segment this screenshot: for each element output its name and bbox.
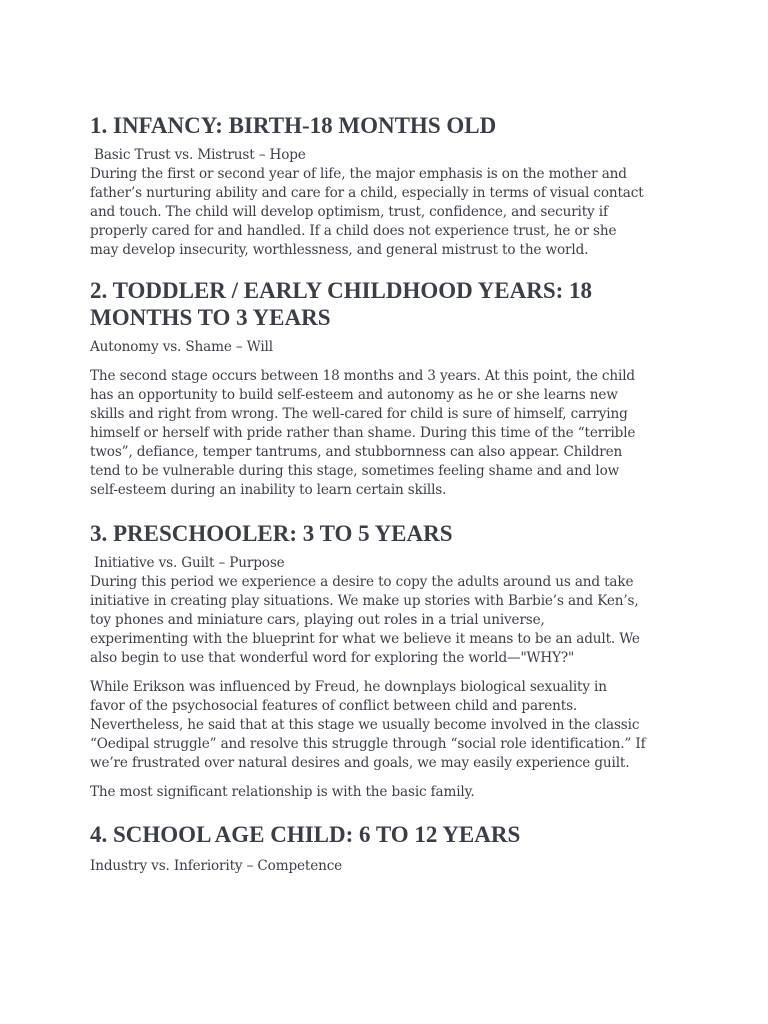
- text-line: himself or herself with pride rather than shame. During this time of the “terrible: [90, 425, 636, 441]
- text-line: twos”, defiance, temper tantrums, and stubbornness can also appear. Children: [90, 444, 623, 460]
- text-line: The most significant relationship is with the basic family.: [90, 784, 475, 800]
- text-line: initiative in creating play situations. We make up stories with Barbie’s and Ken’s,: [90, 593, 639, 609]
- heading-line: MONTHS TO 3 YEARS: [90, 305, 331, 330]
- section-subtitle-infancy: Basic Trust vs. Mistrust – Hope: [94, 147, 306, 163]
- text-line: tend to be vulnerable during this stage, sometimes feeling shame and and low: [90, 463, 620, 479]
- heading-line: 2. TODDLER / EARLY CHILDHOOD YEARS: 18: [90, 278, 593, 303]
- section-heading-school-age: 4. SCHOOL AGE CHILD: 6 TO 12 YEARS: [90, 822, 521, 847]
- section-heading-infancy: 1. INFANCY: BIRTH-18 MONTHS OLD: [90, 113, 497, 138]
- text-line: self-esteem during an inability to learn certain skills.: [90, 482, 447, 498]
- paragraph-preschooler-1: [90, 573, 690, 668]
- text-line: and touch. The child will develop optimism, trust, confidence, and security if: [90, 204, 608, 220]
- section-subtitle-school-age: Industry vs. Inferiority – Competence: [90, 858, 343, 874]
- text-line: properly cared for and handled. If a child does not experience trust, he or she: [90, 223, 617, 239]
- text-line: we’re frustrated over natural desires and goals, we may easily experience guilt.: [90, 755, 630, 771]
- text-line: favor of the psychosocial features of conflict between child and parents.: [90, 698, 578, 714]
- section-heading-preschooler: 3. PRESCHOOLER: 3 TO 5 YEARS: [90, 521, 453, 546]
- text-line: skills and right from wrong. The well-cared for child is sure of himself, carrying: [90, 406, 628, 422]
- text-line: has an opportunity to build self-esteem and autonomy as he or she learns new: [90, 387, 618, 403]
- text-line: also begin to use that wonderful word for exploring the world—"WHY?": [90, 650, 575, 666]
- text-line: father’s nurturing ability and care for a child, especially in terms of visual contact: [90, 185, 644, 201]
- text-line: “Oedipal struggle” and resolve this struggle through “social role identification.” If: [90, 736, 646, 752]
- section-subtitle-preschooler: Initiative vs. Guilt – Purpose: [94, 555, 285, 571]
- text-line: During the first or second year of life, the major emphasis is on the mother and: [90, 166, 627, 182]
- paragraph-preschooler-3: [90, 783, 690, 802]
- section-subtitle-toddler: Autonomy vs. Shame – Will: [90, 339, 273, 355]
- text-line: may develop insecurity, worthlessness, and general mistrust to the world.: [90, 242, 589, 258]
- text-line: Nevertheless, he said that at this stage we usually become involved in the classic: [90, 717, 640, 733]
- text-line: During this period we experience a desire to copy the adults around us and take: [90, 574, 634, 590]
- paragraph-infancy: [90, 165, 690, 260]
- paragraph-toddler: [90, 367, 690, 500]
- text-line: toy phones and miniature cars, playing out roles in a trial universe,: [90, 612, 545, 628]
- section-heading-toddler: [90, 277, 690, 331]
- text-line: experimenting with the blueprint for what we believe it means to be an adult. We: [90, 631, 640, 647]
- text-line: While Erikson was influenced by Freud, he downplays biological sexuality in: [90, 679, 607, 695]
- paragraph-preschooler-2: [90, 678, 690, 773]
- document-page: [90, 112, 690, 876]
- text-line: The second stage occurs between 18 months and 3 years. At this point, the child: [90, 368, 635, 384]
